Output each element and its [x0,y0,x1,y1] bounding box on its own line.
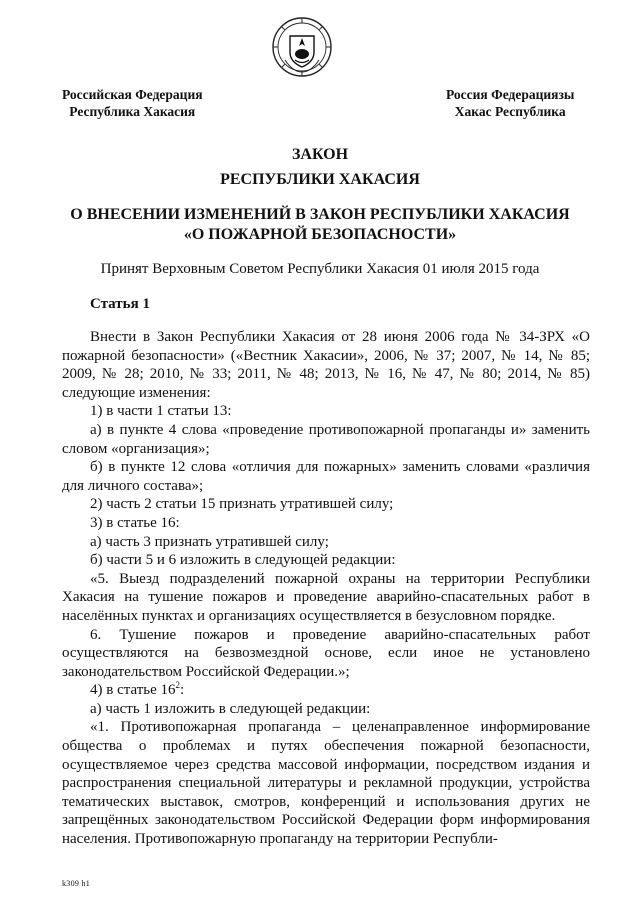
paragraph: а) в пункте 4 слова «проведение противопожарной пропаганды и» заменить словом «организация»; [62,421,590,457]
law-title-line-1: ЗАКОН [291,146,349,163]
adoption-statement: Принят Верховным Советом Республики Хакасия 01 июля 2015 года [100,261,540,277]
paragraph: 1) в части 1 статьи 13: [90,403,232,420]
article-heading: Статья 1 [90,296,150,312]
law-title [0,145,640,190]
law-subtitle-line-1: О ВНЕСЕНИИ ИЗМЕНЕНИЙ В ЗАКОН РЕСПУБЛИКИ ХАКАСИЯ [70,206,570,223]
header-left [62,86,203,120]
article-body [62,328,590,849]
paragraph: «1. Противопожарная пропаганда – целенаправленное информирование общества о проблемах и путях обеспечения пожарной безопасности, осуществляемое через средства массовой информации, посредством издания и распространения специальной литературы и рекламной продукции, устройства тематических выставок, смотров, конференций и использования других не запрещённых законодательством Российской Федерации форм информирования населения. Противопожарную пропаганду на территории Республи- [62,719,590,848]
header-left-line-2: Республика Хакасия [69,104,196,119]
paragraph: «5. Выезд подразделений пожарной охраны на территории Республики Хакасия на тушение пожаров и проведение аварийно-спасательных работ в населённых пунктах и организациях осуществляется в безусловном порядке. [62,570,590,624]
paragraph: 6. Тушение пожаров и проведение аварийно-спасательных работ осуществляются на безвозмездной основе, если иное не установлено законодательством Российской Федерации.»; [62,626,590,680]
law-subtitle-line-2: «О ПОЖАРНОЙ БЕЗОПАСНОСТИ» [183,226,457,243]
paragraph-text: 4) в статье 16 [90,682,176,699]
superscript: 2 [175,680,181,691]
paragraph: б) части 5 и 6 изложить в следующей редакции: [90,552,396,569]
paragraph: Внести в Закон Республики Хакасия от 28 июня 2006 года № 34-ЗРХ «О пожарной безопасности» («Вестник Хакасии», 2006, № 37; 2007, № 14, № 85; 2009, № 28; 2010, № 33; 2011, № 48; 2013, № 16, № 47, № 80; 2014, № 85) следующие изменения: [62,329,590,401]
coat-of-arms-icon [271,16,333,78]
law-title-line-2: РЕСПУБЛИКИ ХАКАСИЯ [220,171,420,188]
paragraph: б) в пункте 12 слова «отличия для пожарных» заменить словами «различия для личного состава»; [62,459,590,494]
paragraph: 3) в статье 16: [90,514,180,531]
law-subtitle [0,205,640,245]
paragraph [62,681,590,700]
header-right-line-1: Россия Федерациязы [446,87,575,102]
header-left-line-1: Российская Федерация [62,87,203,102]
paragraph: а) часть 1 изложить в следующей редакции: [90,700,371,717]
paragraph: 2) часть 2 статьи 15 признать утратившей силу; [90,496,394,513]
document-code: k309 h1 [62,879,91,888]
header-right-line-2: Хакас Республика [454,104,566,119]
paragraph: а) часть 3 признать утратившей силу; [90,533,329,550]
paragraph-text: : [180,682,185,699]
header-right [446,86,574,120]
